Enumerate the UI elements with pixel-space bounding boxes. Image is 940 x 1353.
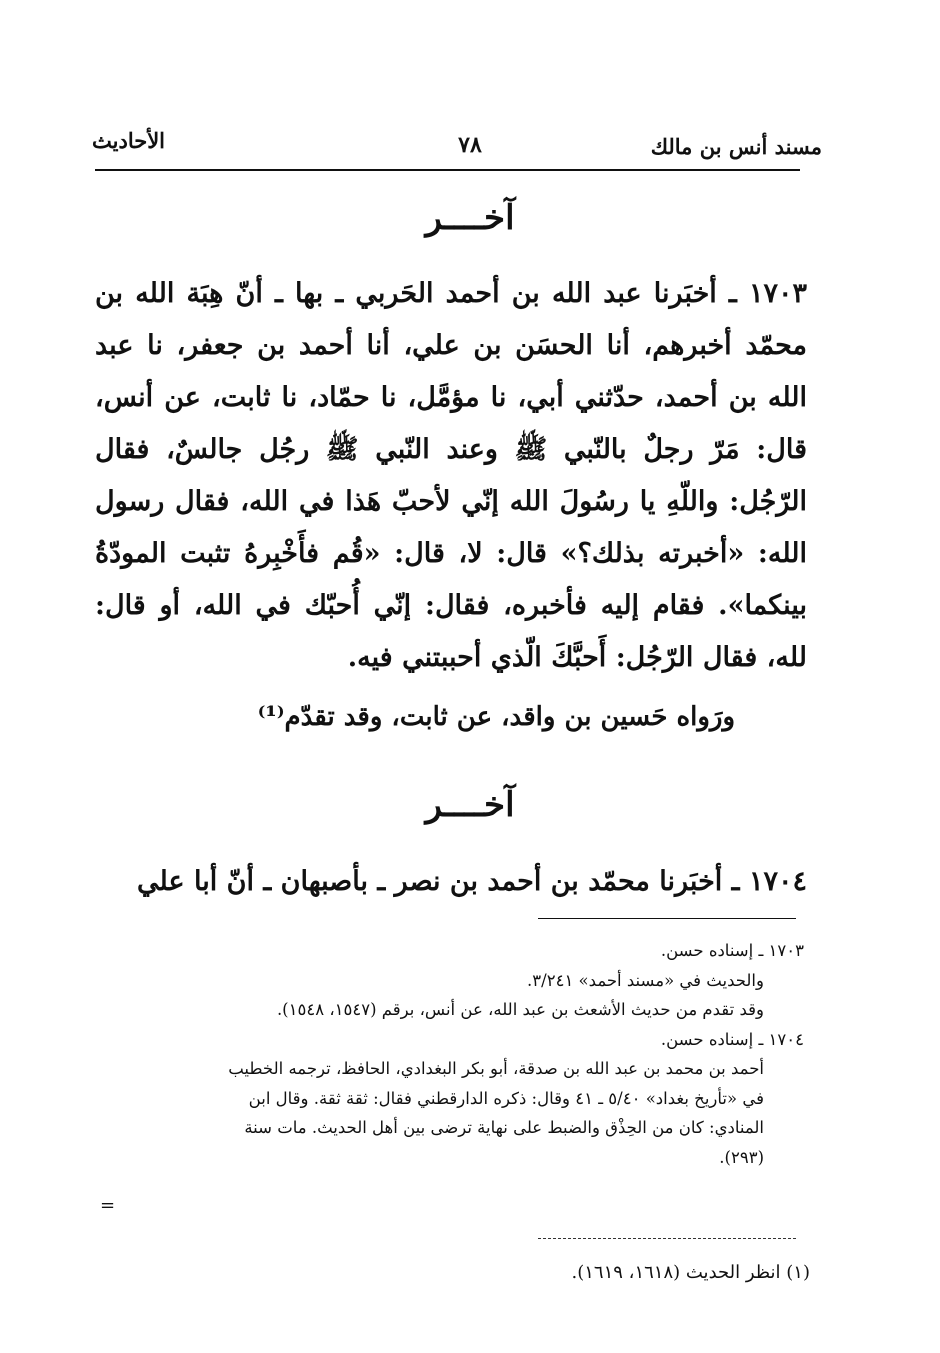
- note-1704-title: ١٧٠٤ ـ إسناده حسن.: [660, 1029, 804, 1049]
- note-1704-line-1: أحمد بن محمد بن عبد الله بن صدقة، أبو بكر البغدادي، الحافظ، ترجمه الخطيب: [228, 1059, 764, 1078]
- footnote-divider: [538, 1238, 796, 1239]
- running-header-section: الأحاديث: [92, 128, 166, 153]
- commentary-notes: [92, 936, 804, 1172]
- notes-divider: [538, 918, 796, 919]
- hadith-1704-text: ١٧٠٤ ـ أخبَرنا محمّد بن أحمد بن نصر ـ بأصبهان ـ أنّ أبا علي: [137, 866, 807, 897]
- header-divider: [95, 169, 800, 171]
- note-1704-line-4: (٢٩٣).: [719, 1147, 764, 1167]
- note-1704-line-2: في «تأريخ بغداد» ٥/٤٠ ـ ٤١ وقال: ذكره الدارقطني فقال: ثقة ثقة. وقال ابن: [248, 1088, 764, 1108]
- hadith-1703-riwaya: ورَواه حَسين بن واقد، عن ثابت، وقد تقدّم⁽¹⁾: [257, 702, 735, 732]
- footnote-1: (١) انظر الحديث (١٦١٨، ١٦١٩).: [571, 1262, 810, 1283]
- note-1704-line-3: المنادي: كان من الحِذْق والضبط على نهاية ترضى بين أهل الحديث. مات سنة: [244, 1118, 764, 1137]
- section-heading-1: آخــــر: [425, 198, 515, 238]
- continuation-mark: =: [100, 1195, 116, 1216]
- note-1703-line-2: وقد تقدم من حديث الأشعث بن عبد الله، عن أنس، برقم (١٥٤٧، ١٥٤٨).: [276, 1000, 764, 1019]
- page-number: ٧٨: [458, 132, 482, 158]
- section-heading-2: آخــــر: [425, 785, 515, 825]
- note-1703-title: ١٧٠٣ ـ إسناده حسن.: [660, 941, 804, 960]
- note-1703-line-1: والحديث في «مسند أحمد» ٣/٢٤١.: [527, 970, 764, 990]
- hadith-1703-text: ١٧٠٣ ـ أخبَرنا عبد الله بن أحمد الحَربي ـ بها ـ أنّ هِبَة الله بن محمّد أخبرهم، أنا الحسَن بن علي، أنا أحمد بن جعفر، نا عبد الله بن أحمد، حدّثني أبي، نا مؤمَّل، نا حمّاد، نا ثابت، عن أنس، قال: مَرّ رجلٌ بالنّبي ﷺ وعند النّبي ﷺ رجُل جالسٌ، فقال الرّجُل: واللّهِ يا رسُولَ الله إنّي لأحبّ هَذا في الله، فقال رسول الله: «أخبرته بذلك؟» قال: لا، قال: «قُم فأَخْبِرهُ تثبت المودّةُ بينكما». فقام إليه فأخبره، فقال: إنّي أُحبّك في الله، أو قال: لله، فقال الرّجُل: أَحبَّكَ الّذي أحببتني فيه.: [95, 278, 807, 673]
- running-header-book-title: مسند أنس بن مالك: [650, 134, 822, 159]
